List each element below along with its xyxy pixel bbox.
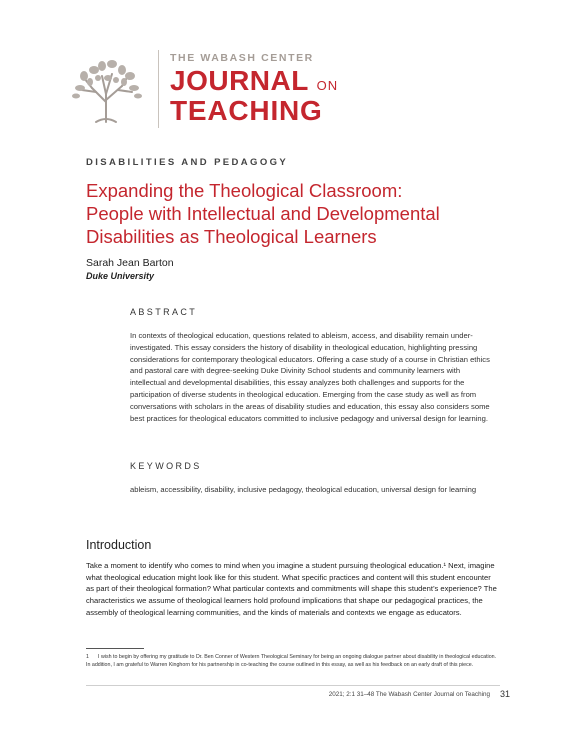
- article-title-line: Disabilities as Theological Learners: [86, 226, 377, 247]
- page-number: 31: [500, 689, 511, 699]
- author-affiliation: Duke University: [86, 271, 155, 281]
- introduction-heading: Introduction: [86, 538, 152, 552]
- introduction-paragraph: Take a moment to identify who comes to mind when you imagine a student pursuing theological education.¹ Next, imagine what theological education might look like for this student. What specific practices and content will this student encounter as part of their theological formation? What particular contexts and commitments will shape this student’s experience? The characteristics we assume of theological learners hold profound implications that shape our pedagogical practices, the assembly of theological learning communities, and the kinds of materials and contexts we engage as educators.: [86, 561, 497, 617]
- article-title: [86, 179, 506, 248]
- footer-rule: [86, 685, 500, 686]
- logo-journal-word: JOURNAL: [170, 65, 309, 96]
- abstract-heading: ABSTRACT: [130, 307, 198, 317]
- author-name: Sarah Jean Barton: [86, 257, 174, 269]
- keywords-heading: KEYWORDS: [130, 461, 202, 471]
- tree-logo-icon: [66, 50, 146, 130]
- logo-publisher-text: THE WABASH CENTER: [170, 52, 314, 64]
- keywords-body: ableism, accessibility, disability, inclusive pedagogy, theological education, universal design for learning: [130, 485, 477, 494]
- logo-divider: [158, 50, 159, 128]
- footnote-rule: [86, 648, 144, 649]
- footnote-number: 1: [86, 654, 89, 660]
- article-title-line: Expanding the Theological Classroom:: [86, 180, 403, 201]
- abstract-body: In contexts of theological education, questions related to ableism, access, and disability remain under-investigated. This essay considers the history of disability in theological education, highlighting pressing considerations for contemporary theological educators. Offering a case study of a course in Christian ethics and pastoral care with degree-seeking Duke Divinity School students and community learners with intellectual and developmental disabilities, this essay analyzes both challenges and supports for the participation of diverse students in theological education. Emerging from the case study as well as from conversations with scholars in the areas of disability studies and education, this essay also considers some best practices for theological educators committed to inclusive pedagogy and universal design for learning.: [130, 331, 490, 423]
- footer-citation: 2021; 2:1 31–48 The Wabash Center Journal on Teaching: [328, 691, 490, 698]
- footnote-text: I wish to begin by offering my gratitude to Dr. Ben Conner of Western Theological Seminary for being an ongoing dialogue partner about disability in theological education. In addition, I am grateful to Warren Kinghorn for his partnership in co-teaching the course outlined in this essay, as well as his feedback on an early draft of this piece.: [86, 654, 497, 669]
- footnote: [86, 653, 500, 670]
- article-title-line: People with Intellectual and Developmental: [86, 203, 440, 224]
- logo-teaching-word: TEACHING: [170, 95, 323, 126]
- section-label: DISABILITIES AND PEDAGOGY: [86, 157, 289, 168]
- logo-on-word: ON: [316, 78, 339, 93]
